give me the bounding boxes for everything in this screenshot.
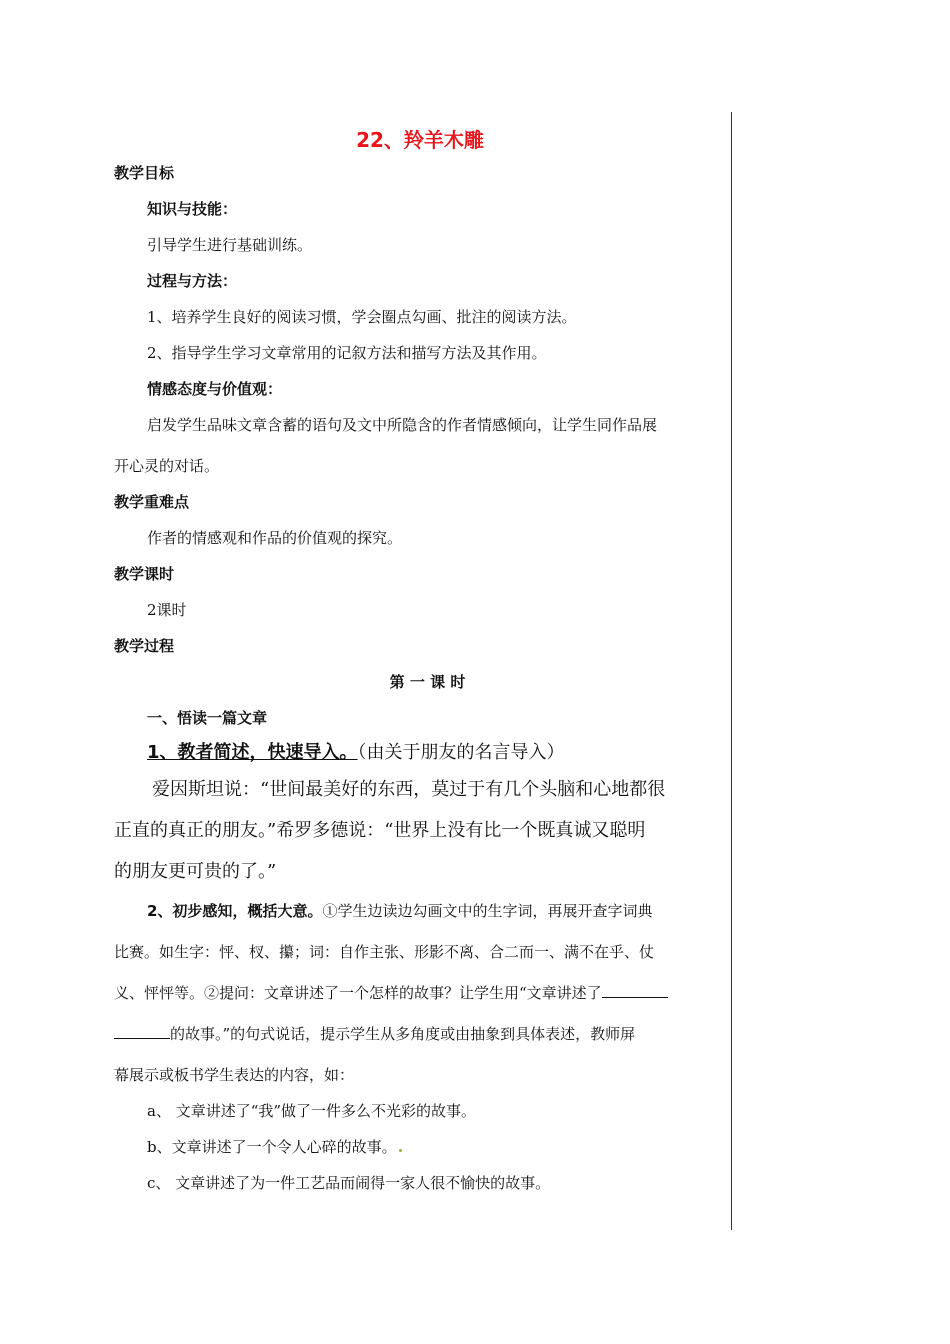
objectives-heading: 教学目标	[114, 164, 175, 182]
example-a: a、 文章讲述了“我”做了一件多么不光彩的故事。	[147, 1102, 477, 1120]
lesson-title: 第 一 课 时	[389, 673, 466, 691]
step-1-normal: （由关于朋友的名言导入）	[357, 742, 565, 763]
process-item-2: 2、指导学生学习文章常用的记叙方法和描写方法及其作用。	[147, 344, 547, 362]
stray-mark	[399, 1149, 402, 1152]
example-b-text: b、文章讲述了一个令人心碎的故事。	[147, 1138, 397, 1156]
quote-line-1: 爱因斯坦说：“世间最美好的东西，莫过于有几个头脑和心地都很	[152, 779, 666, 800]
fill-blank-1	[602, 983, 668, 998]
step-2-line-1	[147, 901, 652, 921]
margin-rule	[731, 112, 732, 1230]
emotion-text-line-1: 启发学生品味文章含蓄的语句及文中所隐含的作者情感倾向，让学生同作品展	[147, 416, 658, 434]
step-2-line-3	[114, 983, 668, 1003]
key-points-heading: 教学重难点	[114, 493, 190, 511]
example-b	[147, 1137, 404, 1157]
hours-heading: 教学课时	[114, 565, 175, 583]
document-title: 22、羚羊木雕	[356, 128, 484, 152]
step-2-line-2: 比赛。如生字：怦、杈、攥；词：自作主张、形影不离、合二而一、满不在乎、仗	[114, 943, 655, 961]
process-item-1: 1、培养学生良好的阅读习惯，学会圈点勾画、批注的阅读方法。	[147, 308, 577, 326]
step-2-line-5: 幕展示或板书学生表达的内容，如：	[114, 1066, 355, 1084]
emotion-heading: 情感态度与价值观：	[147, 380, 283, 398]
step-2-line-4-text: 的故事。”的句式说话，提示学生从多角度或由抽象到具体表述，教师屏	[170, 1025, 636, 1043]
step-2-line-1-text: ①学生边读边勾画文中的生字词，再展开查字词典	[322, 902, 653, 920]
section-1-heading: 一、悟读一篇文章	[147, 709, 268, 727]
step-2-line-4	[114, 1024, 635, 1044]
fill-blank-2	[114, 1024, 170, 1039]
quote-line-2: 正直的真正的朋友。”希罗多德说：“世界上没有比一个既真诚又聪明	[114, 820, 646, 841]
knowledge-text: 引导学生进行基础训练。	[147, 236, 313, 254]
example-c: c、 文章讲述了为一件工艺品而闹得一家人很不愉快的故事。	[147, 1174, 551, 1192]
step-1-bold: 1、教者简述，快速导入。	[147, 742, 358, 763]
hours-text: 2课时	[147, 601, 187, 619]
process-section-heading: 教学过程	[114, 637, 175, 655]
quote-line-3: 的朋友更可贵的了。”	[114, 861, 277, 882]
step-2-line-3-text: 义、怦怦等。②提问：文章讲述了一个怎样的故事？让学生用“文章讲述了	[114, 984, 602, 1002]
knowledge-heading: 知识与技能：	[147, 200, 238, 218]
key-points-text: 作者的情感观和作品的价值观的探究。	[147, 529, 403, 547]
step-2-bold: 2、初步感知，概括大意。	[147, 902, 323, 920]
step-1	[147, 741, 565, 765]
emotion-text-line-2: 开心灵的对话。	[114, 457, 220, 475]
process-heading: 过程与方法：	[147, 272, 238, 290]
